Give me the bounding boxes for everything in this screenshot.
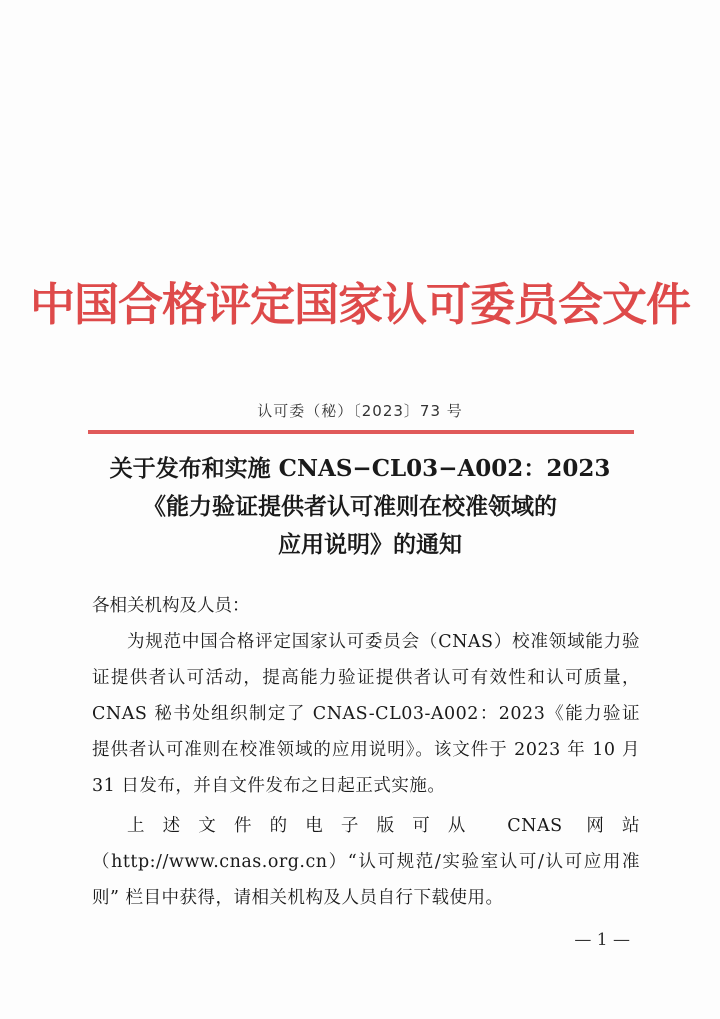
document-number: 认可委（秘）〔2023〕73 号 (257, 402, 463, 420)
notice-body (92, 588, 640, 916)
issuer-title: 中国合格评定国家认可委员会文件 (29, 278, 690, 331)
notice-title-line-1: 关于发布和实施 CNAS−CL03−A002：2023 (109, 455, 611, 482)
notice-title-line-2: 《能力验证提供者认可准则在校准领域的 (143, 493, 557, 520)
red-divider (88, 430, 634, 434)
notice-title-line-3: 应用说明》的通知 (278, 531, 462, 558)
page-number: — 1 — (574, 930, 630, 950)
body-paragraph-1: 为规范中国合格评定国家认可委员会（CNAS）校准领域能力验证提供者认可活动，提高能力验证提供者认可有效性和认可质量，CNAS 秘书处组织制定了 CNAS-CL03-A002：2023《能力验证提供者认可准则在校准领域的应用说明》。该文件于 2023 年 10 月 31 日发布，并自文件发布之日起正式实施。 (92, 632, 640, 796)
notice-title (0, 450, 720, 564)
body-paragraph-2: 上述文件的电子版可从 CNAS 网站（http://www.cnas.org.cn）“认可规范/实验室认可/认可应用准则” 栏目中获得，请相关机构及人员自行下载使用。 (92, 816, 640, 908)
salutation: 各相关机构及人员： (92, 596, 250, 616)
